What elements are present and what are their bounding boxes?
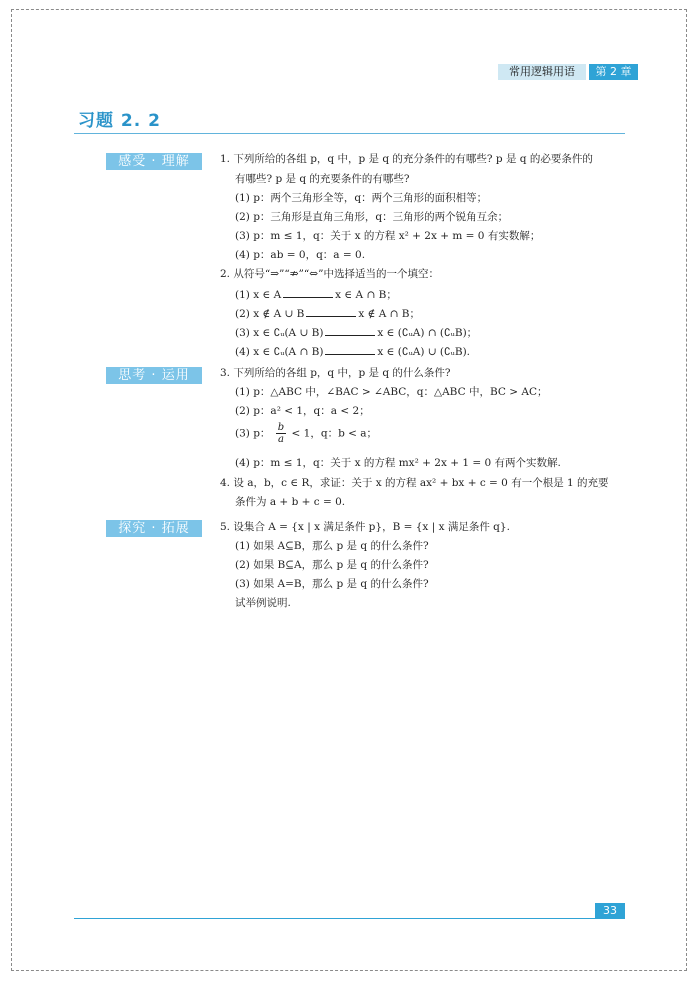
q5-item-3: (3) 如果 A=B，那么 p 是 q 的什么条件?	[235, 578, 429, 590]
q3-item-3-right: < 1，q：b < a；	[291, 427, 378, 440]
section-label-feel-understand: 感受 · 理解	[106, 153, 202, 170]
q2-item-3-right: x ∈ (∁ᵤA) ∩ (∁ᵤB)；	[377, 327, 478, 339]
q2-item-1	[235, 287, 397, 302]
q2-item-4	[235, 344, 470, 359]
section-label-explore-extend: 探究 · 拓展	[106, 520, 202, 537]
q2-item-4-left: (4) x ∈ ∁ᵤ(A ∩ B)	[235, 346, 324, 358]
q1-line-2: 有哪些? p 是 q 的充要条件的有哪些?	[235, 173, 410, 185]
q3-item-3-left: (3) p：	[235, 427, 271, 440]
q2-item-4-right: x ∈ (∁ᵤA) ∪ (∁ᵤB).	[377, 346, 471, 358]
q3-item-1: (1) p：△ABC 中，∠BAC > ∠ABC，q：△ABC 中，BC > AC；	[235, 386, 548, 398]
q3-item-4: (4) p：m ≤ 1，q：关于 x 的方程 mx² + 2x + 1 = 0 有两个实数解.	[235, 457, 561, 469]
q1-item-4: (4) p：ab = 0，q：a = 0.	[235, 249, 366, 261]
q4-line-1: 4. 设 a，b，c ∈ R，求证：关于 x 的方程 ax² + bx + c = 0 有一个根是 1 的充要	[220, 477, 609, 489]
q5-item-2: (2) 如果 B⊆A，那么 p 是 q 的什么条件?	[235, 559, 429, 571]
q2-item-2	[235, 306, 420, 321]
q2-item-2-left: (2) x ∉ A ∪ B	[235, 308, 305, 320]
chapter-title: 常用逻辑用语	[498, 64, 586, 80]
footer-divider	[74, 918, 625, 919]
q2-item-3	[235, 325, 477, 340]
answer-blank[interactable]	[325, 325, 375, 336]
fraction-denominator: a	[278, 434, 284, 445]
q1-item-2: (2) p：三角形是直角三角形，q：三角形的两个锐角互余；	[235, 211, 509, 223]
q5-line-1: 5. 设集合 A = {x | x 满足条件 p}，B = {x | x 满足条件 q}.	[220, 521, 510, 533]
q1-item-3: (3) p：m ≤ 1，q：关于 x 的方程 x² + 2x + m = 0 有实数解；	[235, 230, 541, 242]
answer-blank[interactable]	[325, 344, 375, 355]
q3-line-1: 3. 下列所给的各组 p，q 中，p 是 q 的什么条件?	[220, 367, 451, 379]
q4-line-2: 条件为 a + b + c = 0.	[235, 496, 346, 508]
page-number: 33	[595, 903, 625, 919]
fraction-numerator: b	[277, 422, 285, 433]
q2-item-1-left: (1) x ∈ A	[235, 289, 282, 301]
section-label-think-apply: 思考 · 运用	[106, 367, 202, 384]
q2-line-1: 2. 从符号“⇒”“⇏”“⇔”中选择适当的一个填空：	[220, 268, 439, 280]
chapter-number: 第 2 章	[589, 64, 638, 80]
q5-note: 试举例说明.	[235, 597, 291, 609]
q2-item-1-right: x ∈ A ∩ B；	[335, 289, 397, 301]
answer-blank[interactable]	[283, 287, 333, 298]
q1-item-1: (1) p：两个三角形全等，q：两个三角形的面积相等；	[235, 192, 488, 204]
answer-blank[interactable]	[306, 306, 356, 317]
q1-line-1: 1. 下列所给的各组 p，q 中，p 是 q 的充分条件的有哪些? p 是 q 的必要条件的	[220, 153, 593, 165]
exercise-heading: 习题 2. 2	[78, 111, 161, 131]
q3-item-3	[235, 422, 377, 445]
fraction-b-over-a	[276, 422, 286, 445]
q3-item-2: (2) p：a² < 1，q：a < 2；	[235, 405, 370, 417]
heading-divider	[74, 133, 625, 134]
q2-item-2-right: x ∉ A ∩ B；	[358, 308, 421, 320]
q2-item-3-left: (3) x ∈ ∁ᵤ(A ∪ B)	[235, 327, 324, 339]
q5-item-1: (1) 如果 A⊆B，那么 p 是 q 的什么条件?	[235, 540, 429, 552]
chapter-tag	[498, 64, 638, 80]
